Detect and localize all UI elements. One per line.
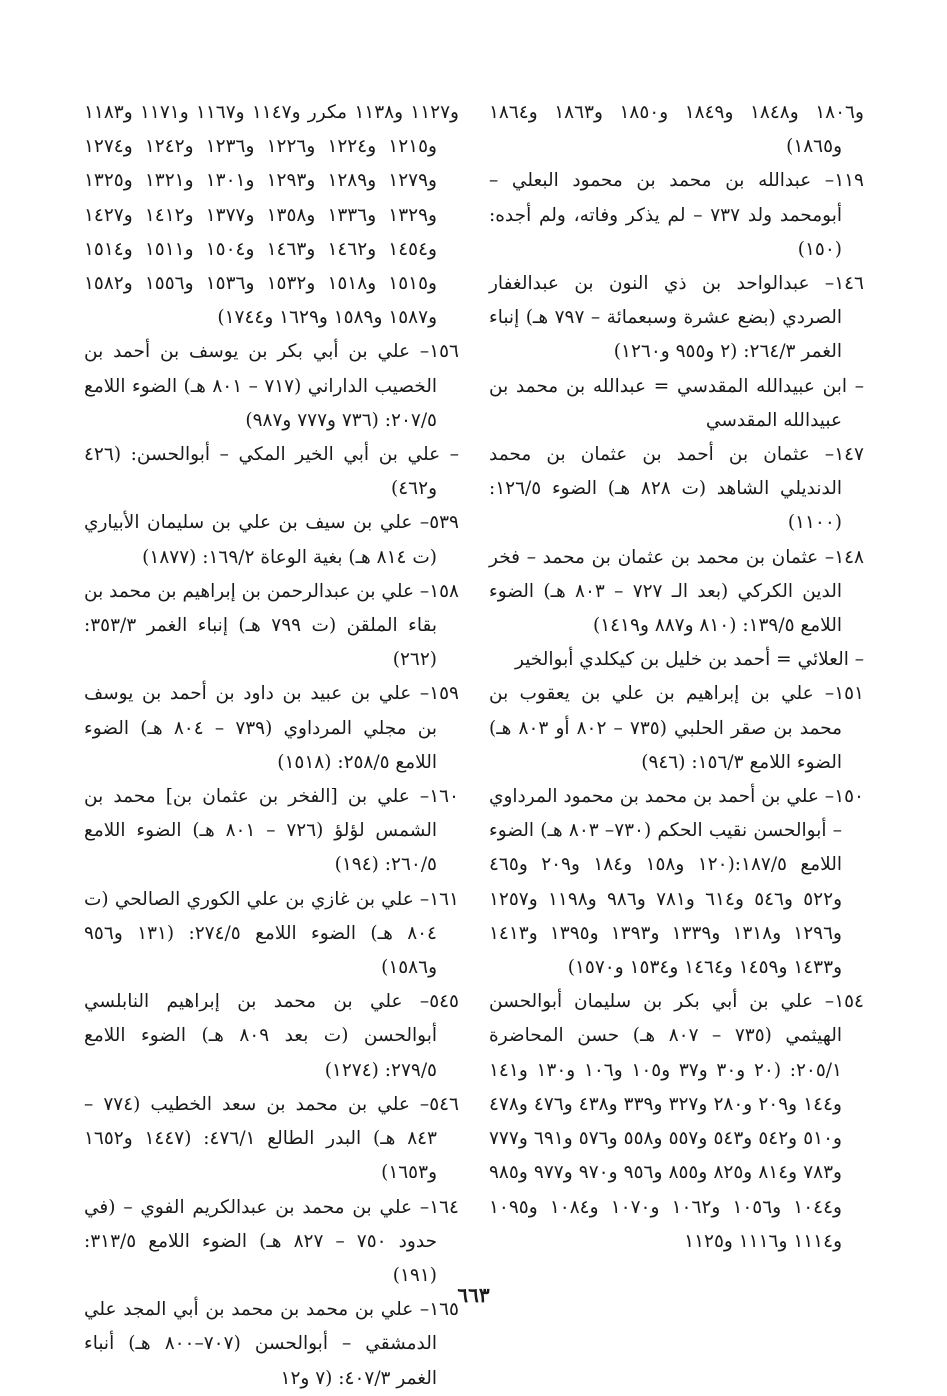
index-entry: ١٥٦– علي بن أبي بكر بن يوسف بن أحمد بن الخصيب الداراني (٧١٧ – ٨٠١ هـ) الضوء اللامع ٢٠٧/٥: (٧٣٦ و٧٧٧ و٩٨٧) <box>84 341 459 431</box>
index-entry: ١٦٥– علي بن محمد بن محمد بن أبي المجد علي الدمشقي – أبوالحسن (٧٠٧–٨٠٠ هـ) أنباء الغمر ٤٠٧/٣: (٧ و١٢ <box>84 1299 459 1389</box>
index-entry: و١١٢٧ و١١٣٨ مكرر و١١٤٧ و١١٦٧ و١١٧١ و١١٨٣ و١٢١٥ و١٢٢٤ و١٢٢٦ و١٢٣٦ و١٢٤٢ و١٢٧٤ و١٢٧٩ و١٢٨٩ و١٢٩٣ و١٣٠١ و١٣٢١ و١٣٢٥ و١٣٢٩ و١٣٣٦ و١٣٥٨ و١٣٧٧ و١٤١٢ و١٤٢٧ و١٤٥٤ و١٤٦٢ و١٤٦٣ و١٥٠٤ و١٥١١ و١٥١٤ و١٥١٥ و١٥١٨ و١٥٣٢ و١٥٣٦ و١٥٥٦ و١٥٨٢ و١٥٨٧ و١٥٨٩ و١٦٢٩ و١٧٤٤) <box>84 102 459 329</box>
index-entry: ٥٤٦– علي بن محمد بن سعد الخطيب (٧٧٤ – ٨٤٣ هـ) البدر الطالع ٤٧٦/١: (١٤٤٧ و١٦٥٢ و١٦٥٣) <box>84 1093 459 1184</box>
index-entry: – العلائي = أحمد بن خليل بن كيكلدي أبوالخير <box>515 649 864 671</box>
index-entry: – علي بن أبي الخير المكي – أبوالحسن: (٤٢٦ و٤٦٢) <box>84 444 459 500</box>
index-entry: ٥٣٩– علي بن سيف بن علي بن سليمان الأبياري (ت ٨١٤ هـ) بغية الوعاة ١٦٩/٢: (١٨٧٧) <box>84 512 459 568</box>
index-entry: ١٤٨– عثمان بن محمد بن عثمان بن محمد – فخر الدين الكركي (بعد الـ ٧٢٧ – ٨٠٣ هـ) الضوء اللامع ١٣٩/٥: (٨١٠ و٨٨٧ و١٤١٩) <box>489 546 864 637</box>
index-column-right <box>489 96 864 1259</box>
page-number: ٦٦٣ <box>457 1283 490 1307</box>
index-entry: – ابن عبيدالله المقدسي = عبدالله بن محمد بن عبيدالله المقدسي <box>489 375 864 431</box>
index-entry: ١٦٠– علي بن [الفخر بن عثمان بن] محمد بن الشمس لؤلؤ (٧٢٦ – ٨٠١ هـ) الضوء اللامع ٢٦٠/٥: (١٩٤) <box>84 786 459 876</box>
index-entry: ١٤٦– عبدالواحد بن ذي النون بن عبدالغفار الصردي (بضع عشرة وسبعمائة – ٧٩٧ هـ) إنباء الغمر ٢٦٤/٣: (٢ و٩٥٥ و١٢٦٠) <box>489 273 864 363</box>
index-entry: ٥٤٥– علي بن محمد بن إبراهيم النابلسي أبوالحسن (ت بعد ٨٠٩ هـ) الضوء اللامع ٢٧٩/٥: (١٢٧٤) <box>84 991 459 1081</box>
index-column-left <box>84 96 459 1396</box>
index-entry: و١٨٠٦ و١٨٤٨ و١٨٤٩ و١٨٥٠ و١٨٦٣ و١٨٦٤ و١٨٦٥) <box>489 102 864 158</box>
index-entry: ١٦١– علي بن غازي بن علي الكوري الصالحي (ت ٨٠٤ هـ) الضوء اللامع ٢٧٤/٥: (١٣١ و٩٥٦ و١٥٨٦) <box>84 888 459 979</box>
index-entry: ١٥٠– علي بن أحمد بن محمد بن محمود المرداوي – أبوالحسن نقيب الحكم (٧٣٠– ٨٠٣ هـ) الضوء اللامع ١٨٧/٥:(١٢٠ و١٥٨ و١٨٤ و٢٠٩ و٤٦٥ و٥٢٢ و٥٤٦ و٦١٤ و٧٨١ و٩٨٦ و١١٩٨ و١٢٥٧ و١٢٩٦ و١٣١٨ و١٣٣٩ و١٣٩٣ و١٣٩٥ و١٤١٣ و١٤٣٣ و١٤٥٩ و١٤٦٤ و١٥٣٤ و١٥٧٠) <box>489 786 864 979</box>
index-entry: ١٦٤– علي بن محمد بن عبدالكريم الفوي – (في حدود ٧٥٠ – ٨٢٧ هـ) الضوء اللامع ٣١٣/٥: (١٩١) <box>84 1196 459 1286</box>
index-entry: ١٥٨– علي بن عبدالرحمن بن إبراهيم بن محمد بن بقاء الملقن (ت ٧٩٩ هـ) إنباء الغمر ٣٥٣/٣: (٢٦٢) <box>84 580 459 671</box>
index-entry: ١٤٧– عثمان بن أحمد بن عثمان بن محمد الدنديلي الشاهد (ت ٨٢٨ هـ) الضوء ١٢٦/٥: (١١٠٠) <box>489 444 864 534</box>
index-entry: ١٥١– علي بن إبراهيم بن علي بن يعقوب بن محمد بن صقر الحلبي (٧٣٥ – ٨٠٢ أو ٨٠٣ هـ) الضوء اللامع ١٥٦/٣: (٩٤٦) <box>489 683 864 773</box>
index-entry: ١١٩– عبدالله بن محمد بن محمود البعلي – أبومحمد ولد ٧٣٧ – لم يذكر وفاته، ولم أجده: (١٥٠) <box>489 170 864 260</box>
index-entry: ١٥٩– علي بن عبيد بن داود بن أحمد بن يوسف بن مجلي المرداوي (٧٣٩ – ٨٠٤ هـ) الضوء اللامع ٢٥٨/٥: (١٥١٨) <box>84 683 459 773</box>
index-entry: ١٥٤– علي بن أبي بكر بن سليمان أبوالحسن الهيثمي (٧٣٥ – ٨٠٧ هـ) حسن المحاضرة ٢٠٥/١: (٢٠ و٣٠ و٣٧ و١٠٥ و١٠٦ و١٣٠ و١٤١ و١٤٤ و٢٠٩ و٢٨٠ و٣٢٧ و٣٣٩ و٤٣٨ و٤٧٦ و٤٧٨ و٥١٠ و٥٤٢ و٥٤٣ و٥٥٧ و٥٥٨ و٥٧٦ و٦٩١ و٧٧٧ و٧٨٣ و٨١٤ و٨٢٥ و٨٥٥ و٩٥٦ و٩٧٠ و٩٧٧ و٩٨٥ و١٠٤٤ و١٠٥٦ و١٠٦٢ و١٠٧٠ و١٠٨٤ و١٠٩٥ و١١١٤ و١١١٦ و١١٢٥ <box>489 991 864 1252</box>
